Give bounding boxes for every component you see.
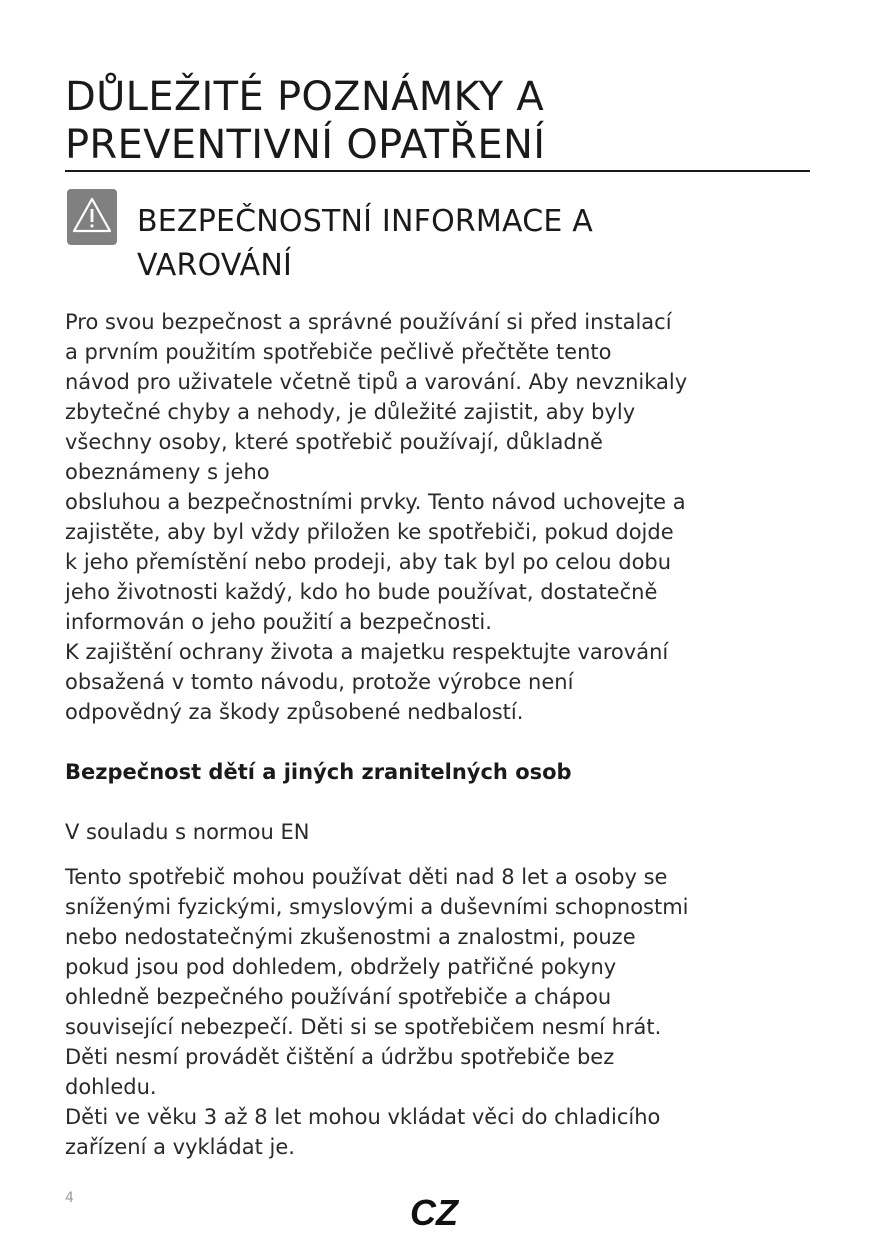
intro-line: informován o jeho použití a bezpečnosti. <box>65 610 492 634</box>
child-safety-heading: Bezpečnost dětí a jiných zranitelných osob <box>65 760 572 784</box>
page-title-line-2: PREVENTIVNÍ OPATŘENÍ <box>65 122 546 168</box>
standard-note <box>65 817 845 847</box>
section-title-line-1: BEZPEČNOSTNÍ INFORMACE A <box>137 204 593 239</box>
child-safety-line: dohledu. <box>65 1075 157 1099</box>
child-safety-line: sníženými fyzickými, smyslovými a duševními schopnostmi <box>65 895 689 919</box>
standard-line: V souladu s normou EN <box>65 820 310 844</box>
child-safety-paragraph <box>65 862 845 1162</box>
warning-triangle-icon <box>67 189 117 245</box>
intro-line: k jeho přemístění nebo prodeji, aby tak byl po celou dobu <box>65 550 672 574</box>
intro-line: návod pro uživatele včetně tipů a varování. Aby nevznikaly <box>65 370 688 394</box>
intro-line: zajistěte, aby byl vždy přiložen ke spotřebiči, pokud dojde <box>65 520 674 544</box>
intro-line: odpovědný za škody způsobené nedbalostí. <box>65 700 524 724</box>
intro-line: obsluhou a bezpečnostními prvky. Tento návod uchovejte a <box>65 490 686 514</box>
section-title-line-2: VAROVÁNÍ <box>137 248 293 283</box>
intro-paragraph <box>65 307 845 727</box>
intro-line: a prvním použitím spotřebiče pečlivě přečtěte tento <box>65 340 612 364</box>
intro-line: obeznámeny s jeho <box>65 460 270 484</box>
child-safety-line: ohledně bezpečného používání spotřebiče a chápou <box>65 985 612 1009</box>
intro-line: K zajištění ochrany života a majetku respektujte varování <box>65 640 669 664</box>
child-safety-line: pokud jsou pod dohledem, obdržely patřičné pokyny <box>65 955 617 979</box>
page-number: 4 <box>65 1190 74 1206</box>
child-safety-line: zařízení a vykládat je. <box>65 1135 295 1159</box>
intro-line: obsažená v tomto návodu, protože výrobce není <box>65 670 574 694</box>
page-title <box>65 73 810 169</box>
section-title <box>137 200 827 288</box>
intro-line: zbytečné chyby a nehody, je důležité zajistit, aby byly <box>65 400 636 424</box>
child-safety-line: Děti nesmí provádět čištění a údržbu spotřebiče bez <box>65 1045 615 1069</box>
language-code: CZ <box>410 1192 458 1233</box>
intro-line: Pro svou bezpečnost a správné používání si před instalací <box>65 310 672 334</box>
intro-line: všechny osoby, které spotřebič používají, důkladně <box>65 430 603 454</box>
child-safety-line: související nebezpečí. Děti si se spotřebičem nesmí hrát. <box>65 1015 662 1039</box>
child-safety-line: Tento spotřebič mohou používat děti nad 8 let a osoby se <box>65 865 668 889</box>
child-safety-line: nebo nedostatečnými zkušenostmi a znalostmi, pouze <box>65 925 636 949</box>
child-safety-line: Děti ve věku 3 až 8 let mohou vkládat věci do chladicího <box>65 1105 661 1129</box>
page-title-line-1: DŮLEŽITÉ POZNÁMKY A <box>65 74 545 120</box>
intro-line: jeho životnosti každý, kdo ho bude používat, dostatečně <box>65 580 658 604</box>
title-underline <box>65 170 810 172</box>
